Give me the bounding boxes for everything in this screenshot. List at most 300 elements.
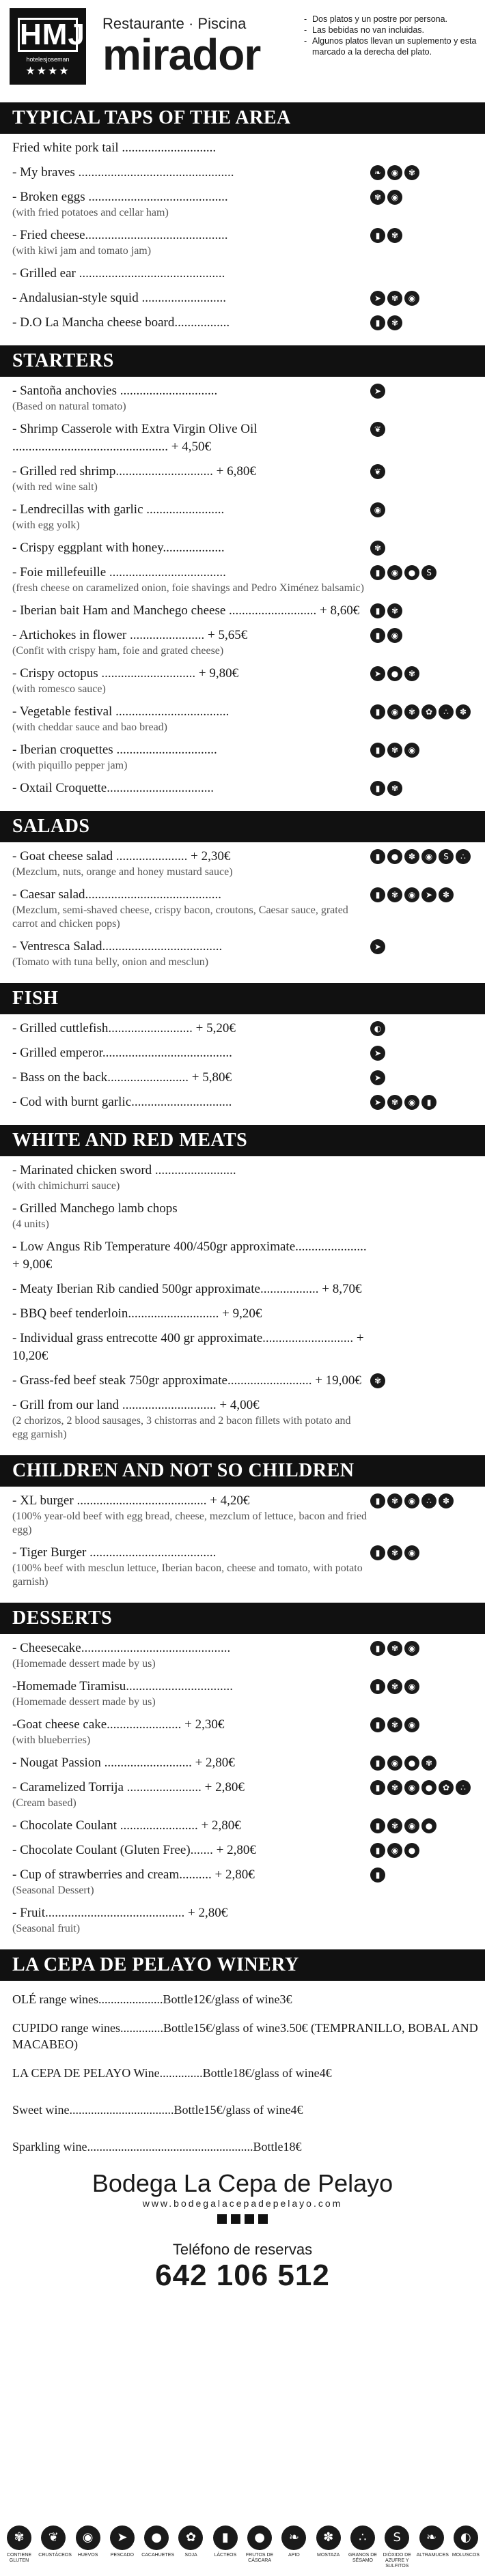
menu-item-name: - Fried cheese............................................ [12,228,228,242]
menu-item-description: (fresh cheese on caramelized onion, foie shavings and Pedro Ximénez balsamic) [12,582,364,594]
menu-item-name: - Broken eggs ........................................... [12,190,228,204]
brand [102,15,261,79]
wine-row: Sweet wine..................................Bottle15€/glass of wine4€ [12,2103,303,2117]
menu-item-name: - Bass on the back......................... + 5,80€ [12,1070,232,1085]
allergen-icons [370,315,480,330]
menu-item-description: (with fried potatoes and cellar ham) [12,207,169,218]
menu-item-description: (with romesco sauce) [12,683,106,695]
allergen-icons [370,849,480,864]
soy-icon: ✿ [421,704,436,719]
menu-item [0,938,485,969]
menu-item-name: -Homemade Tiramisu................................. [12,1679,233,1693]
sesame-icon: ∴ [350,2525,375,2550]
menu-item [0,1238,485,1274]
section-items [0,1014,485,1125]
menu-item [0,564,485,595]
menu-item [0,314,485,332]
menu-item-name: - Santoña anchovies .............................. [12,384,218,398]
legend-label: CONTIENE GLUTEN [6,2553,32,2563]
allergen-icons [370,1780,480,1795]
menu-item [0,1330,485,1365]
header [0,0,485,102]
allergen-icons [370,1095,480,1110]
menu-item [0,703,485,734]
section-items [0,1487,485,1603]
milk-icon: ▮ [370,315,385,330]
sulph-icon: S [421,565,436,580]
menu-item [0,665,485,696]
fish-icon: ➤ [110,2525,135,2550]
leaf-icon: ❧ [419,2525,444,2550]
menu-item [0,1280,485,1298]
allergen-icons [370,1021,480,1036]
allergen-icons [370,228,480,243]
milk-icon: ▮ [370,603,385,618]
egg-icon: ◉ [404,1818,419,1833]
allergen-icons [370,1717,480,1732]
mustard-icon: ✽ [439,887,454,902]
menu-item [0,602,485,620]
menu-item [0,1754,485,1772]
legend-item [382,2525,412,2569]
menu-item-name: - Cheesecake.............................................. [12,1641,231,1655]
allergen-icons [370,781,480,796]
milk-icon: ▮ [370,743,385,758]
menu-item [0,420,485,456]
legend-label: SOJA [184,2553,197,2558]
egg-icon: ◉ [387,165,402,180]
menu-item [0,627,485,658]
legend-item [451,2525,481,2569]
legend-item [279,2525,309,2569]
wine-list [0,1981,485,2165]
brand-title: mirador [102,30,261,79]
menu-item-name: - Caesar salad.......................................... [12,887,222,902]
section-title: STARTERS [0,345,485,377]
mustard-icon: ✽ [456,704,471,719]
nut-icon: ● [404,1756,419,1771]
fish-icon: ➤ [370,1095,385,1110]
allergen-icons [370,1373,480,1388]
menu-item-name: - Grilled ear ............................................. [12,266,225,281]
legend-label: LÁCTEOS [214,2553,237,2558]
menu-item [0,1779,485,1810]
menu-item [0,1162,485,1193]
brand-subtitle: Restaurante · Piscina [102,15,247,32]
milk-icon: ▮ [370,1679,385,1694]
allergen-icons [370,1493,480,1508]
menu-item-name: - Vegetable festival ................................... [12,704,230,719]
allergen-icons [370,422,480,437]
nut-icon: ● [404,565,419,580]
mustard-icon: ✽ [439,1493,454,1508]
section-items [0,842,485,983]
nut-icon: ● [387,849,402,864]
menu-item [0,382,485,414]
menu-item-name: - Chocolate Coulant ........................ + 2,80€ [12,1818,241,1833]
leaf-icon: ❧ [281,2525,306,2550]
menu-item-name: - Cup of strawberries and cream.......... + 2,80€ [12,1867,255,1882]
wine-row: Sparkling wine......................................................Bottle18€ [12,2140,302,2153]
wheat-icon: ✾ [387,1493,402,1508]
nut-icon: ● [387,666,402,681]
milk-icon: ▮ [370,1493,385,1508]
allergen-icons [370,743,480,758]
section-title: DESSERTS [0,1603,485,1634]
egg-icon: ◉ [387,1756,402,1771]
allergen-icons [370,887,480,902]
fish-icon: ➤ [421,887,436,902]
egg-icon: ◉ [404,1095,419,1110]
legend-label: ALTRAMUCES [416,2553,449,2558]
menu-item-description: (Tomato with tuna belly, onion and mesclun) [12,956,209,968]
menu-item-name: - Oxtail Croquette................................. [12,781,214,795]
logo-sub: hotelesjoseman [26,56,70,63]
menu-sections [0,102,485,1949]
allergen-icons [370,1756,480,1771]
menu-item-name: - XL burger ........................................ + 4,20€ [12,1493,250,1508]
legend-item [314,2525,344,2569]
menu-item-name: - Shrimp Casserole with Extra Virgin Olive Oil ................................................ + 4,50€ [12,422,258,454]
legend-item [141,2525,175,2569]
menu-notes [304,14,482,57]
milk-icon: ▮ [370,1717,385,1732]
allergen-icons [370,704,480,719]
bodega-url[interactable]: www.bodegalacepadepelayo.com [142,2198,343,2209]
egg-icon: ◉ [404,1679,419,1694]
menu-item [0,1044,485,1062]
wheat-icon: ✾ [387,228,402,243]
allergen-icons [370,1818,480,1833]
phone-label: Teléfono de reservas [172,2241,313,2258]
allergen-icons [370,165,480,180]
nut-icon: ● [144,2525,169,2550]
note: - Algunos platos llevan un suplemento y esta marcado a la derecha del plato. [304,35,482,57]
menu-item [0,1640,485,1671]
section-title: LA CEPA DE PELAYO WINERY [0,1949,485,1981]
logo-stars: ★★★★ [25,66,70,77]
menu-item-name: - Marinated chicken sword ......................... [12,1163,236,1177]
allergen-icons [370,541,480,556]
allergen-icons [370,603,480,618]
menu-item-name: - Crispy eggplant with honey................... [12,541,225,555]
phone-number[interactable]: 642 106 512 [155,2259,330,2292]
milk-icon: ▮ [370,628,385,643]
menu-item-name: Fried white pork tail ............................. [12,141,217,155]
wheat-icon: ✾ [370,1373,385,1388]
menu-item [0,886,485,931]
menu-item-description: (Based on natural tomato) [12,401,126,412]
allergen-legend [4,2525,481,2569]
menu-item [0,463,485,494]
menu-item-name: - BBQ beef tenderloin............................ + 9,20€ [12,1306,262,1321]
wine-row: OLÉ range wines.....................Bottle12€/glass of wine3€ [12,1992,292,2006]
menu-item-description: (with piquillo pepper jam) [12,760,128,771]
shell-icon: ❦ [370,464,385,479]
milk-icon: ▮ [370,1780,385,1795]
menu-item [0,1069,485,1087]
milk-icon: ▮ [370,1756,385,1771]
egg-icon: ◉ [387,1843,402,1858]
menu-item-name: - Low Angus Rib Temperature 400/450gr approximate...................... + 9,00€ [12,1240,367,1272]
wheat-icon: ✾ [387,1641,402,1656]
menu-item [0,1866,485,1898]
menu-item [0,164,485,182]
fish-icon: ➤ [370,1070,385,1085]
egg-icon: ◉ [404,291,419,306]
menu-item-description: (Homemade dessert made by us) [12,1696,156,1708]
legend-label: MOSTAZA [317,2553,340,2558]
menu-item [0,289,485,307]
menu-item [0,779,485,797]
menu-item-name: - Ventresca Salad..................................... [12,939,223,954]
allergen-icons [370,1641,480,1656]
milk-icon: ▮ [370,1867,385,1883]
wine-row: LA CEPA DE PELAYO Wine..............Bottle18€/glass of wine4€ [12,2066,332,2080]
menu-item [0,1716,485,1747]
menu-item [0,265,485,283]
section-items [0,377,485,811]
shell-icon: ❦ [41,2525,66,2550]
logo-text: HMJ [18,18,78,52]
milk-icon: ▮ [370,1843,385,1858]
wheat-icon: ✾ [421,1756,436,1771]
milk-icon: ▮ [370,704,385,719]
menu-item-name: - Artichokes in flower ....................... + 5,65€ [12,628,248,642]
section-title: TYPICAL TAPS OF THE AREA [0,102,485,134]
menu-item [0,1200,485,1231]
egg-icon: ◉ [404,1717,419,1732]
egg-icon: ◉ [387,565,402,580]
section-title: FISH [0,983,485,1014]
section-title: WHITE AND RED MEATS [0,1125,485,1156]
menu-item-name: - Goat cheese salad ...................... + 2,30€ [12,849,231,863]
wheat-icon: ✾ [387,603,402,618]
menu-item [0,1492,485,1537]
menu-item-name: - Caramelized Torrija ....................... + 2,80€ [12,1780,245,1794]
section-items [0,1634,485,1949]
allergen-icons [370,502,480,517]
legend-item [210,2525,240,2569]
milk-icon: ▮ [421,1095,436,1110]
sesame-icon: ∴ [421,1493,436,1508]
allergen-icons [370,1679,480,1694]
mustard-icon: ✽ [404,849,419,864]
menu-item [0,1842,485,1859]
legend-item [107,2525,137,2569]
menu-item-name: - D.O La Mancha cheese board................. [12,315,230,330]
wheat-icon: ✾ [404,666,419,681]
egg-icon: ◉ [404,743,419,758]
wheat-icon: ✾ [370,190,385,205]
menu-item-name: - Grass-fed beef steak 750gr approximate.......................... + 19,00€ [12,1373,361,1388]
egg-icon: ◉ [404,1780,419,1795]
menu-item-description: (Homemade dessert made by us) [12,1658,156,1670]
wheat-icon: ✾ [404,165,419,180]
legend-label: DIÓXIDO DE AZUFRE Y SULFITOS [383,2553,411,2568]
egg-icon: ◉ [404,1545,419,1560]
legend-label: CRUSTÁCEOS [38,2553,72,2558]
milk-icon: ▮ [370,849,385,864]
menu-item [0,1678,485,1709]
menu-item-description: (Cream based) [12,1797,77,1809]
egg-icon: ◉ [387,704,402,719]
milk-icon: ▮ [370,781,385,796]
wheat-icon: ✾ [387,887,402,902]
menu-item-name: - Fruit........................................... + 2,80€ [12,1906,228,1920]
note: - Dos platos y un postre por persona. [304,14,482,25]
legend-item [176,2525,206,2569]
menu-item-name: - My braves ................................................ [12,165,234,180]
wheat-icon: ✾ [387,315,402,330]
egg-icon: ◉ [404,887,419,902]
allergen-icons [370,1070,480,1085]
menu-item [0,539,485,557]
milk-icon: ▮ [370,1641,385,1656]
egg-icon: ◉ [387,628,402,643]
note: - Las bebidas no van incluidas. [304,25,482,35]
menu-item [0,139,485,157]
allergen-icons [370,384,480,399]
legend-label: HUEVOS [77,2553,98,2558]
legend-label: MOLUSCOS [452,2553,480,2558]
wheat-icon: ✾ [370,541,385,556]
milk-icon: ▮ [370,887,385,902]
wheat-icon: ✾ [387,1545,402,1560]
legend-item [245,2525,275,2569]
menu-item-description: (Seasonal fruit) [12,1923,81,1934]
wheat-icon: ✾ [387,1679,402,1694]
wheat-icon: ✾ [387,781,402,796]
milk-icon: ▮ [370,565,385,580]
menu-item-name: - Grilled emperor........................................ [12,1046,232,1060]
menu-item [0,1544,485,1589]
allergen-icons [370,565,480,580]
fish-icon: ➤ [370,939,385,954]
fish-icon: ➤ [370,666,385,681]
menu-item-description: (with egg yolk) [12,519,80,531]
legend-item [348,2525,378,2569]
menu-item-description: (with kiwi jam and tomato jam) [12,245,152,257]
egg-icon: ◉ [404,1493,419,1508]
menu-item [0,741,485,773]
sesame-icon: ∴ [456,849,471,864]
menu-item-name: - Individual grass entrecotte 400 gr approximate............................ + 10,20€ [12,1331,364,1363]
legend-label: CACAHUETES [141,2553,175,2558]
menu-item [0,1397,485,1442]
hotel-logo [10,8,86,85]
section-title: CHILDREN AND NOT SO CHILDREN [0,1455,485,1487]
legend-item [38,2525,72,2569]
milk-icon: ▮ [370,1545,385,1560]
milk-icon: ▮ [370,1818,385,1833]
allergen-icons [370,1843,480,1858]
menu-item-name: - Grilled red shrimp.............................. + 6,80€ [12,464,256,478]
nut-icon: ● [421,1818,436,1833]
wheat-icon: ✾ [387,1095,402,1110]
allergen-icons [370,190,480,205]
menu-item-name: - Tiger Burger ....................................... [12,1545,217,1560]
mollusc-icon: ◐ [454,2525,478,2550]
menu-item-name: - Iberian croquettes ............................... [12,743,217,757]
menu-item-name: - Grill from our land ............................. + 4,00€ [12,1398,260,1412]
menu-item-name: - Foie millefeuille .................................... [12,565,226,579]
fish-icon: ➤ [370,291,385,306]
legend-item [73,2525,103,2569]
legend-item [417,2525,447,2569]
legend-label: FRUTOS DE CÁSCARA [245,2553,274,2563]
menu-item-name: - Meaty Iberian Rib candied 500gr approximate.................. + 8,70€ [12,1282,362,1296]
menu-item-description: (with chimichurri sauce) [12,1180,120,1192]
shell-icon: ❦ [370,422,385,437]
nut-icon: ● [421,1780,436,1795]
allergen-icons [370,1867,480,1883]
egg-icon: ◉ [404,1641,419,1656]
menu-item-name: - Lendrecillas with garlic ........................ [12,502,225,517]
menu-item [0,848,485,879]
section-items [0,134,485,345]
egg-icon: ◉ [76,2525,100,2550]
nut-icon: ● [404,1843,419,1858]
menu-item-description: (100% beef with mesclun lettuce, Iberian bacon, cheese and tomato, with potato garnish) [12,1562,363,1588]
menu-item [0,1904,485,1936]
allergen-icons [370,1046,480,1061]
section-items [0,1156,485,1455]
menu-item-description: (Confit with crispy ham, foie and grated cheese) [12,645,224,657]
allergen-icons [370,291,480,306]
mollusc-icon: ◐ [370,1021,385,1036]
fish-icon: ➤ [370,384,385,399]
soy-icon: ✿ [178,2525,203,2550]
leaf-icon: ❧ [370,165,385,180]
section-title: SALADS [0,811,485,842]
sulph-icon: S [385,2525,409,2550]
menu-item-name: -Goat cheese cake....................... + 2,30€ [12,1717,225,1732]
allergen-icons [370,1545,480,1560]
menu-item-name: - Grilled Manchego lamb chops [12,1201,178,1216]
menu-item-description: (Mezclum, nuts, orange and honey mustard sauce) [12,866,233,878]
menu-item [0,188,485,220]
wheat-icon: ✾ [387,1780,402,1795]
sesame-icon: ∴ [456,1780,471,1795]
menu-item-name: - Nougat Passion ........................... + 2,80€ [12,1756,235,1770]
menu-item-name: - Iberian bait Ham and Manchego cheese ........................... + 8,60€ [12,603,360,618]
milk-icon: ▮ [213,2525,238,2550]
allergen-icons [370,666,480,681]
menu-item [0,227,485,258]
legend-label: GRANOS DE SÉSAMO [348,2553,377,2563]
decorative-squares [0,2214,485,2227]
fish-icon: ➤ [370,1046,385,1061]
legend-label: PESCADO [110,2553,134,2558]
egg-icon: ◉ [421,849,436,864]
menu-item [0,1372,485,1390]
nut-icon: ● [247,2525,272,2550]
wheat-icon: ✾ [7,2525,31,2550]
wheat-icon: ✾ [404,704,419,719]
menu-item-name: - Chocolate Coulant (Gluten Free)....... + 2,80€ [12,1843,256,1857]
milk-icon: ▮ [370,228,385,243]
menu-item-description: (with cheddar sauce and bao bread) [12,721,167,733]
wine-row: CUPIDO range wines..............Bottle15€/glass of wine3.50€ (TEMPRANILLO, BOBAL AND MACABEO) [12,2021,478,2051]
menu-item-name: - Grilled cuttlefish.......................... + 5,20€ [12,1021,236,1035]
menu-item-description: (Mezclum, semi-shaved cheese, crispy bacon, croutons, Caesar sauce, grated carrot and chicken pops) [12,904,348,930]
legend-item [4,2525,34,2569]
allergen-icons [370,628,480,643]
bodega-name: Bodega La Cepa de Pelayo [92,2169,393,2197]
menu-item-description: (4 units) [12,1218,49,1230]
allergen-icons [370,464,480,479]
